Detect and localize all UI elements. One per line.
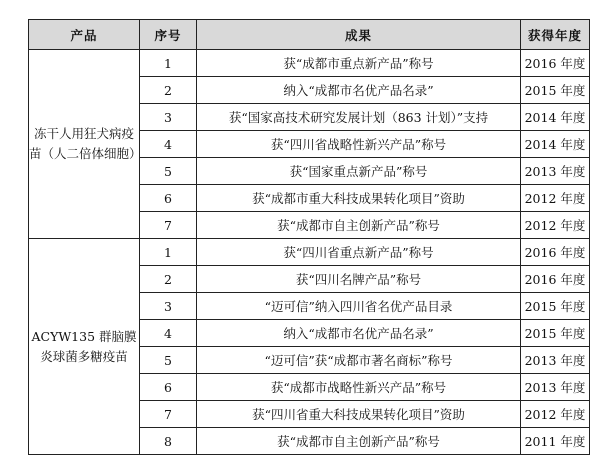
row-year: 2012 年度 <box>521 185 590 212</box>
row-index: 4 <box>140 131 197 158</box>
table-body <box>29 50 590 455</box>
row-year: 2012 年度 <box>521 401 590 428</box>
row-year: 2016 年度 <box>521 239 590 266</box>
row-index: 1 <box>140 239 197 266</box>
row-year: 2015 年度 <box>521 293 590 320</box>
row-result: 纳入“成都市名优产品名录” <box>197 77 521 104</box>
table-row <box>29 50 590 77</box>
row-index: 5 <box>140 158 197 185</box>
header-product: 产品 <box>29 20 140 50</box>
row-year: 2014 年度 <box>521 104 590 131</box>
row-year: 2013 年度 <box>521 347 590 374</box>
row-index: 5 <box>140 347 197 374</box>
row-result: 获“国家高技术研究发展计划（863 计划）”支持 <box>197 104 521 131</box>
row-result: “迈可信”纳入四川省名优产品目录 <box>197 293 521 320</box>
row-year: 2016 年度 <box>521 266 590 293</box>
table-row <box>29 239 590 266</box>
product-name-cell: ACYW135 群脑膜炎球菌多糖疫苗 <box>29 239 140 455</box>
row-year: 2013 年度 <box>521 158 590 185</box>
row-index: 6 <box>140 185 197 212</box>
row-index: 7 <box>140 212 197 239</box>
row-index: 1 <box>140 50 197 77</box>
row-year: 2016 年度 <box>521 50 590 77</box>
row-year: 2014 年度 <box>521 131 590 158</box>
table-header <box>29 20 590 50</box>
row-index: 8 <box>140 428 197 455</box>
row-year: 2012 年度 <box>521 212 590 239</box>
row-result: “迈可信”获“成都市著名商标”称号 <box>197 347 521 374</box>
row-result: 获“国家重点新产品”称号 <box>197 158 521 185</box>
row-result: 获“成都市重大科技成果转化项目”资助 <box>197 185 521 212</box>
row-result: 获“成都市战略性新兴产品”称号 <box>197 374 521 401</box>
row-index: 3 <box>140 104 197 131</box>
header-year: 获得年度 <box>521 20 590 50</box>
product-name-cell: 冻干人用狂犬病疫苗（人二倍体细胞） <box>29 50 140 239</box>
row-result: 获“成都市自主创新产品”称号 <box>197 428 521 455</box>
row-index: 2 <box>140 77 197 104</box>
row-year: 2015 年度 <box>521 320 590 347</box>
row-result: 获“成都市自主创新产品”称号 <box>197 212 521 239</box>
row-index: 6 <box>140 374 197 401</box>
row-index: 2 <box>140 266 197 293</box>
row-result: 获“四川省重点新产品”称号 <box>197 239 521 266</box>
row-index: 7 <box>140 401 197 428</box>
row-result: 获“成都市重点新产品”称号 <box>197 50 521 77</box>
row-result: 获“四川名牌产品”称号 <box>197 266 521 293</box>
row-result: 获“四川省重大科技成果转化项目”资助 <box>197 401 521 428</box>
header-row <box>29 20 590 50</box>
row-year: 2013 年度 <box>521 374 590 401</box>
row-index: 3 <box>140 293 197 320</box>
row-year: 2011 年度 <box>521 428 590 455</box>
header-result: 成果 <box>197 20 521 50</box>
achievements-table <box>28 19 590 455</box>
row-result: 获“四川省战略性新兴产品”称号 <box>197 131 521 158</box>
row-index: 4 <box>140 320 197 347</box>
header-index: 序号 <box>140 20 197 50</box>
row-year: 2015 年度 <box>521 77 590 104</box>
row-result: 纳入“成都市名优产品名录” <box>197 320 521 347</box>
